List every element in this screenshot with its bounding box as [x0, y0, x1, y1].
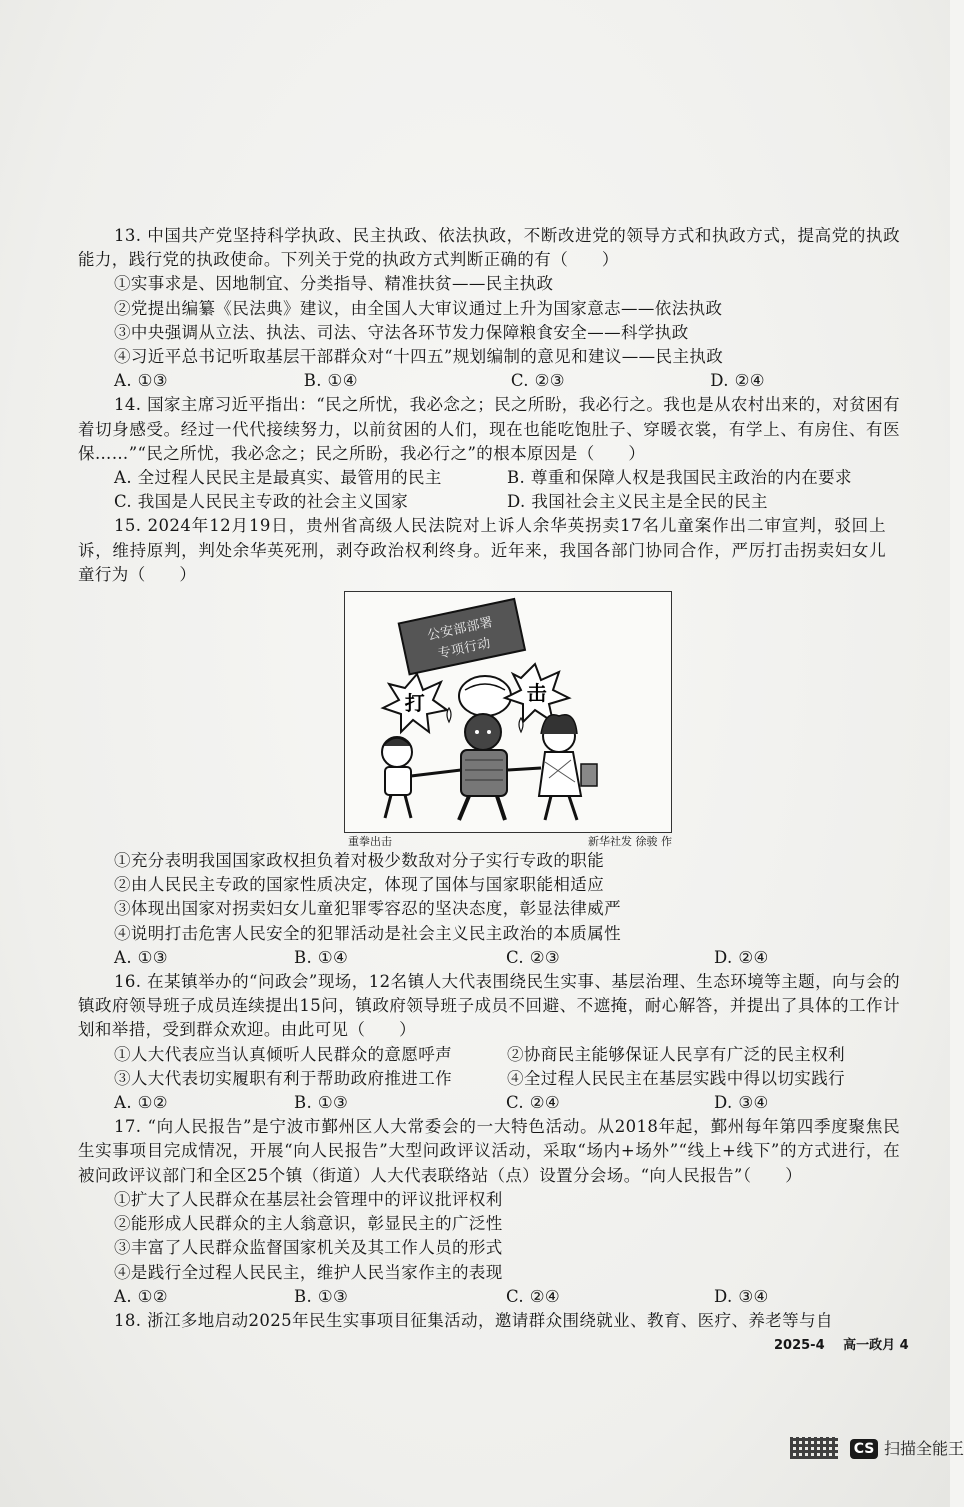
q17-item-1: ①扩大了人民群众在基层社会管理中的评议批评权利 — [114, 1189, 503, 1209]
page-footer — [774, 1334, 923, 1353]
sign-text-line-2: 专项行动 — [436, 636, 493, 662]
question-content — [78, 224, 900, 1333]
q15-option-d: D. ②④ — [714, 947, 769, 967]
q15-item-4: ④说明打击危害人民安全的犯罪活动是社会主义民主政治的本质属性 — [114, 923, 621, 943]
q16-item-1: ①人大代表应当认真倾听人民群众的意愿呼声 — [114, 1044, 452, 1064]
cartoon-caption-credit: 新华社发 徐骏 作 — [588, 835, 672, 849]
fist-shape — [459, 676, 511, 716]
q14-option-d: D. 我国社会主义民主是全民的民主 — [507, 492, 768, 512]
q14-option-a: A. 全过程人民民主是最真实、最管用的民主 — [114, 468, 442, 488]
q17-option-c: C. ②④ — [506, 1286, 561, 1306]
q13-options — [114, 369, 900, 393]
q16-option-a: A. ①② — [114, 1093, 168, 1113]
q17-item-3: ③丰富了人民群众监督国家机关及其工作人员的形式 — [114, 1238, 503, 1258]
criminal-figure — [459, 714, 507, 820]
qr-code-icon — [790, 1437, 838, 1459]
q16-items-row-1 — [114, 1043, 900, 1067]
q15-options — [114, 946, 900, 970]
q15-option-a: A. ①③ — [114, 947, 168, 967]
q13-item-4: ④习近平总书记听取基层干部群众对“十四五”规划编制的意见和建议——民主执政 — [114, 347, 724, 367]
q17-item-4: ④是践行全过程人民民主，维护人民当家作主的表现 — [114, 1262, 503, 1282]
footer-date: 2025-4 — [774, 1338, 825, 1353]
q16-item-3: ③人大代表切实履职有利于帮助政府推进工作 — [114, 1068, 452, 1088]
q17-option-a: A. ①② — [114, 1286, 168, 1306]
burst-left-word: 打 — [404, 691, 426, 716]
q16-items-row-2 — [114, 1067, 900, 1091]
q17-item-2: ②能形成人民群众的主人翁意识，彰显民主的广泛性 — [114, 1214, 503, 1234]
q14-options-row-1 — [114, 466, 900, 490]
q16-option-b: B. ①③ — [294, 1093, 349, 1113]
q13-item-2: ②党提出编纂《民法典》建议，由全国人大审议通过上升为国家意志——依法执政 — [114, 298, 723, 318]
q15-cartoon-figure — [344, 591, 676, 849]
footer-label: 高一政月 4 — [843, 1338, 909, 1353]
scanner-watermark-text: 扫描全能王 — [884, 1439, 964, 1458]
burst-right-word: 击 — [526, 681, 548, 706]
q18-stem: 18. 浙江多地启动2025年民生实事项目征集活动，邀请群众围绕就业、教育、医疗、养老等与自 — [114, 1310, 833, 1330]
q15-option-c: C. ②③ — [506, 947, 561, 967]
q16-option-d: D. ③④ — [714, 1093, 769, 1113]
q15-option-b: B. ①④ — [294, 947, 349, 967]
q13-option-b: B. ①④ — [303, 371, 358, 391]
q17-option-b: B. ①③ — [294, 1286, 349, 1306]
scanner-logo-icon: CS — [850, 1439, 878, 1459]
q16-options — [114, 1091, 900, 1115]
q13-option-d: D. ②④ — [710, 371, 765, 391]
q13-option-a: A. ①③ — [114, 371, 168, 391]
boy-figure — [382, 737, 461, 818]
q13-option-c: C. ②③ — [510, 371, 565, 391]
q16-stem: 16. 在某镇举办的“问政会”现场，12名镇人大代表围绕民生实事、基层治理、生态环境等主题，向与会的镇政府领导班子成员连续提出15问，镇政府领导班子成员不回避、不遮掩，耐心解答，并提出了具体的工作计划和举措，受到群众欢迎。由此可见（ ） — [78, 972, 900, 1040]
q16-item-2: ②协商民主能够保证人民享有广泛的民主权利 — [507, 1044, 845, 1064]
q16-option-c: C. ②④ — [506, 1093, 561, 1113]
q17-stem: 17. “向人民报告”是宁波市鄞州区人大常委会的一大特色活动。从2018年起，鄞州每年第四季度聚焦民生实事项目完成情况，开展“向人民报告”大型问政评议活动，采取“场内+场外”“线上+线下”的方式进行，在被问政评议部门和全区25个镇（街道）人大代表联络站（点）设置分会场。“向人民报告”（ ） — [78, 1117, 900, 1185]
q15-item-2: ②由人民民主专政的国家性质决定，体现了国体与国家职能相适应 — [114, 875, 605, 895]
q14-option-c: C. 我国是人民民主专政的社会主义国家 — [114, 492, 409, 512]
q14-option-b: B. 尊重和保障人权是我国民主政治的内在要求 — [507, 468, 852, 488]
q15-item-3: ③体现出国家对拐卖妇女儿童犯罪零容忍的坚决态度，彰显法律威严 — [114, 899, 621, 919]
q14-options-row-2 — [114, 490, 900, 514]
cartoon-caption-title: 重拳出击 — [348, 835, 392, 849]
q15-item-1: ①充分表明我国国家政权担负着对极少数敌对分子实行专政的职能 — [114, 851, 605, 871]
q17-option-d: D. ③④ — [714, 1286, 769, 1306]
q13-item-1: ①实事求是、因地制宜、分类指导、精准扶贫——民主执政 — [114, 274, 554, 294]
q15-stem: 15. 2024年12月19日，贵州省高级人民法院对上诉人余华英拐卖17名儿童案作出二审宣判，驳回上诉，维持原判，判处余华英死刑，剥夺政治权利终身。近年来，我国各部门协同合作，严厉打击拐卖妇女儿童行为（ ） — [78, 516, 886, 584]
cartoon-caption — [344, 835, 676, 849]
anti-trafficking-cartoon — [344, 591, 672, 833]
q13-item-3: ③中央强调从立法、执法、司法、守法各环节发力保障粮食安全——科学执政 — [114, 322, 689, 342]
q14-stem: 14. 国家主席习近平指出：“民之所忧，我必念之；民之所盼，我必行之。我也是从农村出来的，对贫困有着切身感受。经过一代代接续努力，以前贫困的人们，现在也能吃饱肚子、穿暖衣裳，有学上、有房住、有医保……”“民之所忧，我必念之；民之所盼，我必行之”的根本原因是（ ） — [78, 395, 900, 463]
q17-options — [114, 1285, 900, 1309]
sign-text-line-1: 公安部部署 — [425, 615, 495, 644]
q13-stem: 13. 中国共产党坚持科学执政、民主执政、依法执政，不断改进党的领导方式和执政方式，提高党的执政能力，践行党的执政使命。下列关于党的执政方式判断正确的有（ ） — [78, 226, 900, 270]
q16-item-4: ④全过程人民民主在基层实践中得以切实践行 — [507, 1068, 845, 1088]
